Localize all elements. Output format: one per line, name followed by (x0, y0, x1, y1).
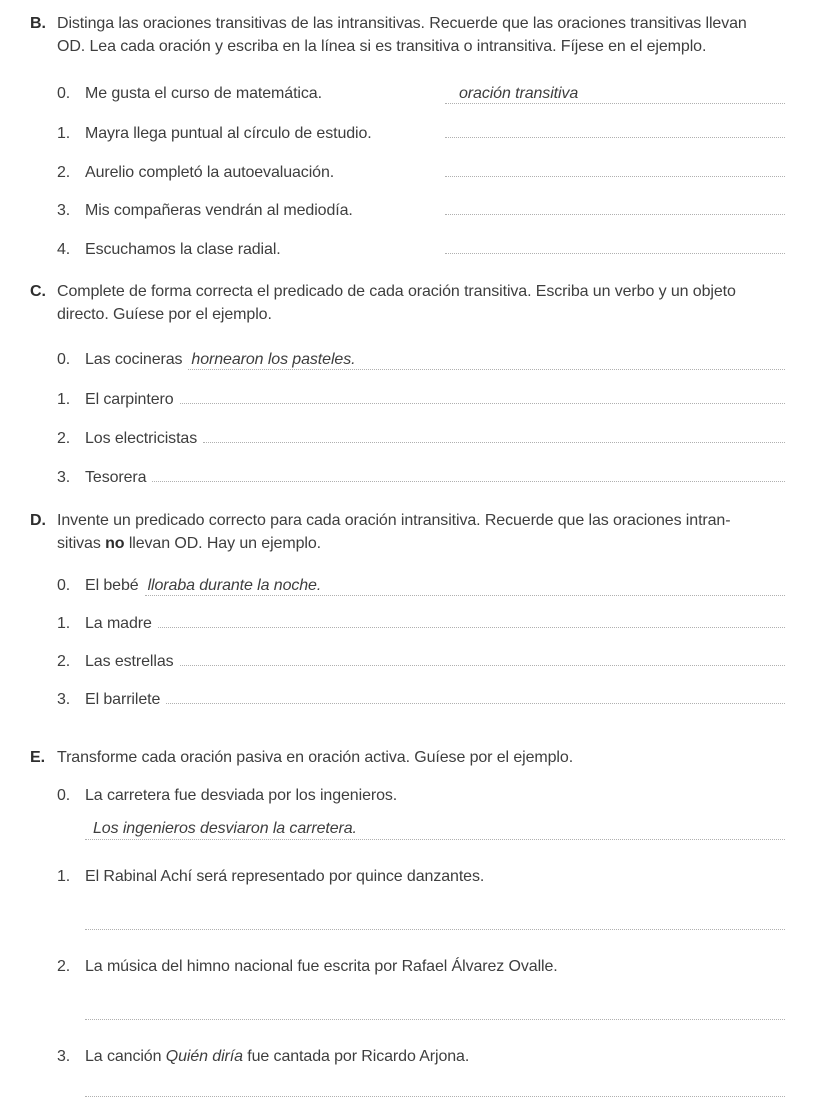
item-number: 2. (57, 653, 71, 671)
item-sentence: Los electricistas (85, 429, 198, 447)
example-answer-text: oración transitiva (459, 85, 579, 102)
exercise-item-c1 (57, 386, 785, 409)
item-sentence: Las cocineras (85, 351, 183, 369)
item-sentence: Mis compañeras vendrán al mediodía. (85, 202, 353, 220)
item-number: 3. (57, 468, 71, 486)
section-d-letter: D. (30, 511, 46, 529)
exercise-item-c3 (57, 464, 785, 487)
item-sentence: El Rabinal Achí será representado por quince danzantes. (85, 867, 485, 885)
exercise-item-b4 (57, 236, 785, 259)
item-number: 3. (57, 1047, 71, 1065)
answer-line (445, 236, 785, 254)
section-d-instruction-line-1: Invente un predicado correcto para cada oración intransitiva. Recuerde que las oraciones intran- (57, 511, 731, 529)
item-number: 2. (57, 957, 71, 975)
example-answer-text: lloraba durante la noche. (147, 576, 322, 594)
exercise-item-d0 (57, 576, 785, 596)
answer-line (445, 84, 785, 104)
answer-line (180, 386, 785, 404)
answer-line (85, 1086, 785, 1097)
section-b-instruction-line-1: Distinga las oraciones transitivas de las intransitivas. Recuerde que las oraciones transitivas llevan (57, 15, 747, 32)
item-number: 2. (57, 429, 71, 447)
item-sentence: Mayra llega puntual al círculo de estudio. (85, 124, 372, 142)
item-number: 1. (57, 615, 71, 633)
exercise-item-e2 (57, 957, 785, 1020)
exercise-item-b2 (57, 159, 785, 182)
section-b-letter: B. (30, 15, 46, 32)
item-sentence: El carpintero (85, 390, 174, 408)
item-number: 4. (57, 241, 71, 259)
section-c-letter: C. (30, 283, 46, 301)
item-sentence: Escuchamos la clase radial. (85, 241, 281, 259)
exercise-item-c2 (57, 425, 785, 448)
exercise-item-d1 (57, 611, 785, 634)
answer-line (445, 159, 785, 177)
section-b-instruction-line-2: OD. Lea cada oración y escriba en la línea si es transitiva o intransitiva. Fíjese en el ejemplo. (57, 38, 707, 55)
answer-line (85, 1009, 785, 1020)
item-sentence: Me gusta el curso de matemática. (85, 85, 322, 102)
exercise-item-e1 (57, 867, 785, 930)
item-sentence (85, 1047, 469, 1066)
section-c-instruction-line-2: directo. Guíese por el ejemplo. (57, 306, 272, 324)
item-sentence: La madre (85, 615, 152, 633)
answer-line (166, 686, 785, 704)
item-number: 0. (57, 351, 71, 369)
instruction-text: sitivas (57, 534, 106, 552)
song-title-italic: Quién diría (165, 1047, 243, 1065)
answer-line (203, 425, 785, 443)
exercise-item-b1 (57, 120, 785, 143)
exercise-item-e3 (57, 1047, 785, 1097)
item-number: 0. (57, 85, 71, 102)
instruction-bold-word: no (105, 534, 125, 552)
answer-line (85, 919, 785, 930)
exercise-item-b3 (57, 198, 785, 221)
item-number: 3. (57, 202, 71, 220)
example-answer-text: hornearon los pasteles. (191, 351, 356, 369)
section-c (30, 280, 785, 486)
item-sentence: Las estrellas (85, 653, 174, 671)
example-answer-text: Los ingenieros desviaron la carretera. (93, 819, 357, 837)
sentence-text: fue cantada por Ricardo Arjona. (242, 1047, 470, 1065)
section-e-letter: E. (30, 748, 45, 766)
answer-line (145, 576, 785, 596)
section-c-instruction-line-1: Complete de forma correcta el predicado de cada oración transitiva. Escriba un verbo y un objeto (57, 283, 736, 301)
item-sentence: El bebé (85, 576, 139, 594)
item-number: 1. (57, 390, 71, 408)
exercise-item-d2 (57, 648, 785, 671)
item-sentence: El barrilete (85, 690, 161, 708)
item-number: 0. (57, 576, 71, 594)
section-d (30, 509, 785, 724)
item-number: 1. (57, 867, 71, 885)
answer-line (85, 819, 785, 840)
answer-line (188, 350, 785, 370)
instruction-text: llevan OD. Hay un ejemplo. (124, 534, 321, 552)
exercise-item-d3 (57, 686, 785, 709)
sentence-text: La canción (85, 1047, 166, 1065)
exercise-item-b0 (57, 84, 785, 104)
item-sentence: Aurelio completó la autoevaluación. (85, 163, 335, 181)
item-number: 1. (57, 124, 71, 142)
answer-line (180, 648, 785, 666)
answer-line (445, 120, 785, 138)
item-sentence: La carretera fue desviada por los ingenieros. (85, 786, 398, 804)
item-sentence: Tesorera (85, 468, 147, 486)
item-number: 0. (57, 786, 71, 804)
item-number: 2. (57, 163, 71, 181)
section-b (30, 12, 785, 259)
section-e-instruction-line-1: Transforme cada oración pasiva en oración activa. Guíese por el ejemplo. (57, 748, 574, 766)
section-d-instruction-line-2 (57, 532, 785, 555)
item-sentence: La música del himno nacional fue escrita por Rafael Álvarez Ovalle. (85, 957, 558, 975)
section-e (30, 746, 785, 1097)
item-number: 3. (57, 690, 71, 708)
answer-line (445, 198, 785, 216)
answer-line (152, 464, 785, 482)
exercise-item-c0 (57, 350, 785, 370)
exercise-item-e0 (57, 786, 785, 840)
answer-line (158, 611, 785, 629)
